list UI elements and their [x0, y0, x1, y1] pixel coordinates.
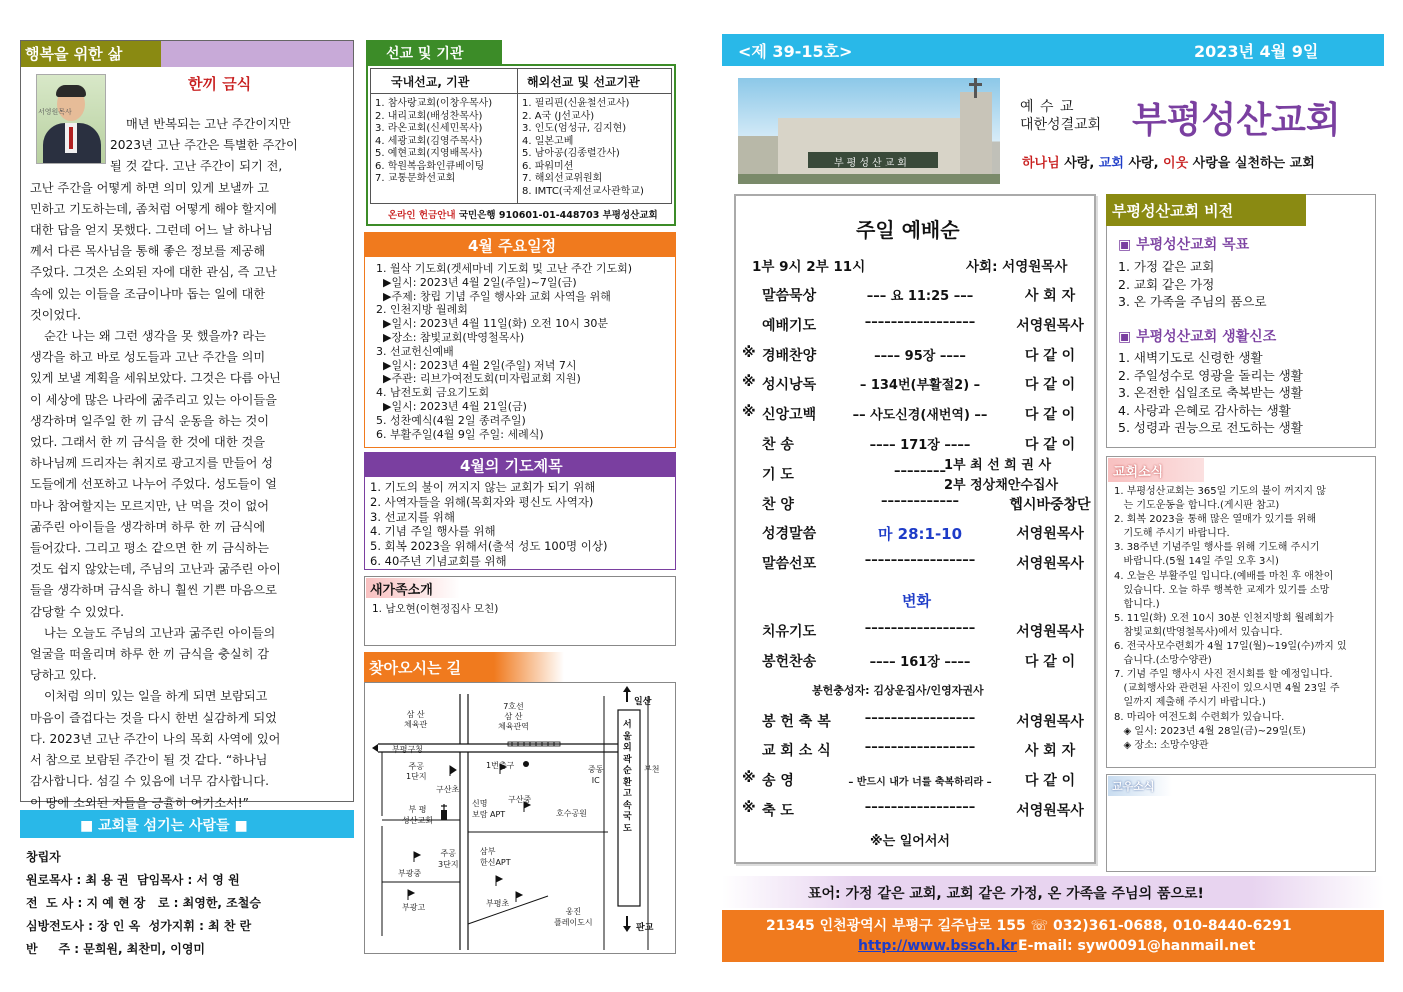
motto-church: 교회 [1098, 156, 1124, 171]
overseas-item: 5. 남아공(김종렬간사) [522, 148, 620, 159]
worship-row-mid: –––––––––––– [881, 493, 959, 509]
prayer-header [364, 452, 676, 476]
news-item: ◈ 일시: 2023년 4월 28일(금)~29일(토) [1114, 725, 1306, 737]
map-jugong3-1: 주공 [440, 849, 456, 858]
worship-row-who: 헵시바중창단 [1009, 496, 1091, 513]
map-ungjin-1: 웅진 [565, 907, 582, 916]
worship-row-who: 서영원목사 [1016, 802, 1084, 819]
schedule-item: 5. 성찬예식(4월 2일 종려주일) [376, 413, 526, 427]
worship-order [742, 282, 1091, 580]
worship-order-2 [742, 618, 1090, 819]
church-name: 부평성산교회 [1132, 99, 1341, 141]
domestic-item: 4. 세광교회(김영주목사) [375, 135, 483, 147]
news-item: 6. 전국사모수련회가 4월 17일(월)~19일(수)까지 있 [1114, 641, 1347, 653]
servant-line: 창립자 [26, 850, 61, 864]
worship-row [746, 737, 1090, 767]
domestic-item: 1. 참사랑교회(이창우목사) [375, 98, 493, 109]
essay-line: 될 것 같다. 고난 주간이 되기 전, [110, 159, 283, 174]
worship-row [746, 550, 1090, 580]
essay-line: 들을 생각하며 금식을 하니 훨씬 기쁜 마음으로 [30, 583, 277, 598]
worship-row [746, 520, 1090, 550]
map-sinmyung-2: 보람 APT [472, 810, 506, 819]
map-gusan1: 구산초 [436, 785, 460, 794]
essay-line: 이 땅에 소외된 자들을 긍휼히 여기소서!” [30, 795, 249, 810]
issue-number: <제 39-15호> [738, 42, 853, 61]
map-line7-2: 삼 산 [504, 712, 523, 721]
address-bar [722, 910, 1384, 962]
news-item: 5. 11일(화) 오전 10시 30분 인천지방회 월례회가 [1114, 612, 1334, 624]
schedule-header [364, 232, 676, 256]
essay-line: 하나님께 드리자는 취지로 광고지를 만들어 성 [30, 456, 274, 471]
worship-row-mark: ※ [742, 374, 756, 391]
newfamily-list [372, 601, 498, 616]
bank-label: 온라인 헌금안내 [388, 210, 456, 221]
email: E-mail: syw0091@hanmail.net [1018, 938, 1256, 954]
essay-line: 민하고 기도하는데, 좀처럼 어떻게 해야 할지에 [30, 201, 277, 216]
overseas-list [522, 98, 644, 198]
offering-servers: 봉헌충성자: 김상운집사/인영자권사 [812, 684, 984, 697]
essay-line: 순간 나는 왜 그런 생각을 못 했을까? 라는 [44, 329, 266, 344]
essay-line: 었다. 그래서 한 끼 금식을 한 것에 대한 것을 [30, 435, 266, 450]
newfamily-item: 1. 남오현(이현정집사 모친) [372, 603, 499, 615]
worship-row-item: 축 도 [762, 802, 794, 819]
map-bupyeong-gu: 부평구청 [392, 745, 423, 754]
worship-row [746, 282, 1090, 312]
news-item: 1. 부평성산교회는 365일 기도의 불이 꺼지지 않 [1114, 486, 1326, 497]
news-item: ◈ 장소: 소망수양관 [1114, 739, 1209, 751]
map-jugong1-2: 1단지 [406, 772, 427, 781]
mission-head-divider [371, 93, 671, 94]
mission-header-label: 선교 및 기관 [386, 46, 464, 62]
map-exit1: 1번출구 [486, 761, 515, 770]
denom-top: 예 수 교 [1020, 99, 1075, 115]
prayer-leader-1: 1부 최 선 희 권 사 [944, 458, 1052, 473]
worship-row-mid: ––––––––––––––––– [864, 314, 976, 330]
worship-row-mid: ––––––––––––––––– [864, 621, 976, 636]
worship-row-who: 다 같 이 [1024, 773, 1076, 790]
prayer-list [370, 480, 608, 569]
prayer-item: 1. 기도의 불이 꺼지지 않는 교회가 되기 위해 [370, 480, 596, 494]
worship-row-who: 다 같 이 [1024, 653, 1076, 670]
essay-line: 것이었다. [30, 307, 81, 322]
issue-bar [722, 34, 1384, 66]
worship-row [746, 618, 1090, 648]
worship-row-item: 송 영 [762, 773, 794, 790]
worship-row-item: 기 도 [762, 466, 794, 483]
worship-row-mark: ※ [742, 344, 756, 361]
map-samboo [480, 846, 511, 868]
essay-line: 생각하며 일주일 한 끼 금식 운동을 하는 것이 [30, 413, 270, 428]
news-item: 있습니다. 오늘 하루 행복한 교제가 있기를 소망 [1114, 584, 1330, 596]
worship-row-mark: ※ [742, 799, 756, 816]
worship-row-item: 찬 송 [762, 436, 794, 453]
news-item: 기도해 주시기 바랍니다. [1114, 528, 1230, 540]
map-jugong3-2: 3단지 [438, 860, 459, 869]
worship-row-mid: – 반드시 내가 너를 축복하리라 – [848, 777, 992, 789]
worship-row-mid: –– 사도신경(새번역) –– [852, 408, 988, 424]
worship-row-mid: ––– 요 11:25 ––– [866, 289, 974, 304]
essay-line: 매년 반복되는 고난 주간이지만 [126, 117, 291, 131]
worship-row-mid: ––––––––––––––––– [864, 710, 976, 726]
worship-row-mid: ––––––––––––––––– [864, 799, 976, 815]
essay-line: 감당할 수 있었다. [30, 604, 125, 619]
map-sinmyung [472, 798, 505, 820]
schedule-item: 2. 인천지방 월례회 [376, 303, 468, 317]
motto-god: 하나님 [1022, 156, 1060, 171]
schedule-list [376, 262, 632, 441]
map-jungdong-1: 중동 [588, 765, 604, 774]
essay-line: 주었다. 그것은 소외된 자에 대한 관심, 즉 고난 [30, 265, 277, 280]
schedule-item: ▶일시: 2023년 4월 21일(금) [376, 399, 527, 413]
schedule-item: ▶주제: 창립 기념 주일 행사와 교회 사역을 위해 [376, 289, 611, 303]
worship-time: 1부 9시 2부 11시 [752, 259, 866, 275]
worship-row-who: 사 회 자 [1024, 743, 1076, 760]
map-line7 [498, 702, 529, 732]
essay-line: 도들에게 선포하고 나누어 주었다. 성도들이 얼 [30, 477, 277, 492]
goal-item: 3. 온 가족을 주님의 품으로 [1118, 294, 1267, 309]
motto-sep1: 사랑, [1059, 156, 1099, 171]
overseas-item: 1. 필리핀(신윤철선교사) [522, 98, 630, 109]
vision-header [1106, 194, 1306, 226]
domestic-item: 3. 라온교회(신세민목사) [375, 123, 483, 134]
prayer-item: 5. 회복 2023을 위해서(출석 성도 100명 이상) [370, 539, 608, 554]
worship-row-item: 말씀묵상 [762, 288, 817, 304]
motto-end: 사랑을 실천하는 교회 [1188, 156, 1315, 171]
schedule-header-label: 4월 주요일정 [468, 237, 557, 255]
schedule-item: ▶장소: 참빛교회(박영철목사) [376, 330, 525, 344]
news-item: 2. 회복 2023을 통해 많은 열매가 있기를 위해 [1114, 514, 1317, 526]
map-ungjin-2: 플레이도시 [554, 918, 593, 927]
newfamily-header-label: 새가족소개 [370, 583, 433, 598]
news-item: 일까지 제출해 주시기 바랍니다.) [1114, 697, 1266, 709]
motto-footer: 표어: 가정 같은 교회, 교회 같은 가정, 온 가족을 주님의 품으로! [808, 886, 1204, 902]
essay-line: 이처럼 의미 있는 일을 하게 되면 보람되고 [44, 689, 268, 704]
creed-item: 5. 성령과 권능으로 전도하는 생활 [1118, 420, 1303, 436]
schedule-item: ▶일시: 2023년 4월 11일(화) 오전 10시 30분 [376, 317, 608, 331]
schedule-item: 4. 남전도회 금요기도회 [376, 386, 490, 400]
worship-row-mid: – 134번(부활절2) – [859, 378, 981, 394]
news-list [1114, 485, 1347, 753]
essay-line: 있게 보낼 계획을 세워보았다. 그것은 다름 아닌 [30, 371, 281, 386]
worship-row-mid: –––––––– [894, 463, 946, 479]
creed-item: 1. 새벽기도로 신령한 생활 [1118, 350, 1263, 365]
worship-row-mark: ※ [742, 404, 756, 421]
worship-row [742, 342, 1090, 372]
worship-row-item: 찬 양 [762, 496, 794, 513]
prayer-header-label: 4월의 기도제목 [460, 457, 563, 475]
vision-header-label: 부평성산교회 비전 [1112, 202, 1234, 220]
creed-item: 2. 주일성수로 영광을 돌리는 생활 [1118, 367, 1303, 383]
worship-row-item: 성경말씀 [762, 526, 817, 543]
news-item: 바랍니다.(5월 14일 주일 오후 3시) [1114, 556, 1279, 568]
worship-row [742, 767, 1090, 797]
mission-col-divider [517, 69, 518, 203]
essay-line: 2023년 고난 주간은 특별한 주간이 [110, 138, 298, 153]
worship-row-mid: ––––––––––––––––– [864, 740, 976, 756]
creed-header: ▣ 부평성산교회 생활신조 [1118, 329, 1277, 345]
photo-sign [808, 152, 938, 168]
map-gusan2: 구산중 [508, 795, 532, 804]
worship-row-item: 예배기도 [762, 317, 817, 334]
overseas-header: 해외선교 및 선교기관 [527, 75, 640, 89]
essay-line: 께서 다른 목사님을 통해 좋은 정보를 제공해 [30, 244, 266, 259]
essay-line: 고난 주간을 어떻게 하면 의미 있게 보낼까 고 [30, 180, 270, 195]
news-item: 3. 38주년 기념주일 행사를 위해 기도해 주시기 [1114, 542, 1320, 554]
essay-line: 나는 오늘도 주님의 고난과 굶주린 아이들의 [44, 625, 276, 640]
worship-row-item: 봉 헌 축 복 [762, 713, 831, 730]
map-samboo-1: 삼부 [480, 847, 496, 856]
worship-row [746, 312, 1090, 342]
essay-body [30, 114, 346, 814]
worship-row-who: 다 같 이 [1024, 407, 1076, 424]
news-header [1108, 458, 1204, 482]
news-item: 8. 마리아 여전도회 수련회가 있습니다. [1114, 711, 1285, 723]
overseas-item: 6. 파워미션 [522, 160, 574, 172]
worship-row-who: 다 같 이 [1024, 347, 1076, 364]
goal-list [1118, 258, 1267, 311]
motto-neighbor: 이웃 [1163, 156, 1189, 171]
map-simsan-field-2: 체육관 [404, 720, 428, 729]
map-line7-3: 체육관역 [498, 722, 529, 731]
photo-caption: 서영원목사 [38, 108, 72, 116]
worship-row-who: 다 같 이 [1024, 436, 1076, 453]
essay-line: 다. 2023년 고난 주간이 나의 목회 사역에 있어 [30, 731, 281, 746]
domestic-item: 6. 학원복음화인큐베이팅 [375, 160, 485, 172]
essay-line: 들어갔다. 그리고 평소 같으면 한 끼 금식하는 [30, 541, 270, 556]
worship-row-who: 서영원목사 [1016, 624, 1084, 640]
schedule-item: 3. 선교헌신예배 [376, 344, 454, 358]
worship-row-item: 말씀선포 [762, 556, 817, 573]
essay-line: 굶주린 아이들을 생각하며 하루 한 끼 금식에 [30, 519, 266, 534]
map-bugwang-mid: 부광중 [398, 869, 422, 878]
issue-date: 2023년 4월 9일 [1194, 42, 1319, 61]
worship-row [746, 648, 1090, 678]
worship-row-mid: –––– 95장 –––– [874, 348, 966, 364]
denom-bottom: 대한성결교회 [1020, 117, 1102, 133]
worship-row-item: 봉헌찬송 [762, 653, 817, 670]
overseas-item: 8. IMTC(국제선교사관학교) [522, 185, 644, 197]
prayer-item: 4. 기념 주일 행사를 위해 [370, 524, 496, 539]
essay-line: 속에 있는 이들을 조금이나마 돕는 일에 대한 [30, 286, 266, 301]
news-item: (교회행사와 관련된 사진이 있으시면 4월 23일 주 [1114, 683, 1340, 695]
overseas-item: 3. 인도(엄성규, 김지현) [522, 123, 627, 134]
worship-row-who: 사 회 자 [1024, 288, 1076, 304]
church-motto [1022, 152, 1315, 171]
prayer-item: 2. 사역자들을 위해(목회자와 평신도 사역자) [370, 494, 594, 509]
domestic-item: 2. 내리교회(배성찬목사) [375, 110, 483, 122]
bank-info [388, 207, 658, 221]
news-item: 습니다.(소망수양관) [1114, 655, 1212, 667]
map-jungdong-2: IC [591, 776, 600, 785]
worship-row [742, 797, 1090, 827]
worship-row-item: 치유기도 [762, 624, 817, 640]
schedule-item: ▶일시: 2023년 4월 2일(주일) 저녁 7시 [376, 358, 577, 372]
worship-title: 주일 예배순 [856, 218, 960, 242]
photo-cross-bar [969, 83, 982, 86]
news-item: 7. 기념 주일 행사시 사진 전시회를 할 예정입니다. [1114, 669, 1333, 681]
essay-line: 이 세상에 많은 나라에 굶주리고 있는 아이들을 [30, 392, 277, 407]
map-bucheon: 부천 [644, 765, 660, 774]
worship-row-who: 서영원목사 [1016, 317, 1084, 334]
map-jugong1 [406, 762, 427, 782]
map-bupyeong-elem: 부평초 [486, 899, 510, 908]
essay-line: 당하고 있다. [30, 668, 97, 683]
map-ungjin [554, 906, 593, 928]
map-jugong3 [438, 848, 459, 870]
goal-item: 2. 교회 같은 가정 [1118, 276, 1215, 292]
photo-cross [974, 78, 977, 98]
domestic-item: 5. 예현교회(지영배목사) [375, 148, 483, 159]
essay-line: 것도 쉽지 않았는데, 주님의 고난과 굶주린 아이 [30, 562, 281, 577]
worship-row-who: 서영원목사 [1016, 556, 1084, 573]
motto-sep2: 사랑, [1123, 156, 1164, 171]
worship-row-item: 교 회 소 식 [762, 743, 831, 760]
worship-row-who: 서영원목사 [1016, 526, 1084, 543]
news-item: 4. 오늘은 부활주일 입니다.(예배를 마친 후 애찬이 [1114, 570, 1334, 582]
worship-row-item: 성시낭독 [762, 377, 817, 394]
worship-row-who: 서영원목사 [1016, 713, 1084, 730]
worship-row-who: 다 같 이 [1024, 377, 1076, 394]
stand-note: ※는 일어서서 [870, 834, 950, 849]
worship-host: 사회: 서영원목사 [966, 259, 1068, 275]
photo-hair [56, 85, 86, 97]
servant-line: 심방전도사 : 장 인 옥 성가지휘 : 최 찬 란 [26, 919, 252, 933]
worship-row [746, 708, 1090, 738]
website-link[interactable]: http://www.bssch.kr [858, 938, 1017, 954]
worship-row-mid: –––– 161장 –––– [869, 654, 971, 670]
essay-title: 한끼 금식 [188, 75, 252, 93]
essay-line: 얼굴을 떠올리며 하루 한 끼 금식을 충실히 감 [30, 647, 270, 662]
overseas-item: 4. 일본고베 [522, 135, 574, 147]
domestic-item: 7. 교통문화선교회 [375, 173, 456, 184]
bank-account: 국민은행 910601-01-448703 부평성산교회 [458, 210, 658, 221]
map-samboo-2: 한신APT [480, 858, 511, 867]
creed-list [1118, 349, 1303, 437]
map-simsan-field-1: 삼 산 [406, 710, 425, 719]
member-news-header [1108, 776, 1172, 796]
servants-header-label: ■ 교회를 섬기는 사람들 ■ [80, 818, 248, 834]
schedule-item: 6. 부활주일(4월 9일 주일: 세례식) [376, 427, 544, 441]
creed-item: 4. 사랑과 은혜로 감사하는 생활 [1118, 402, 1291, 418]
servants-list [26, 846, 261, 961]
essay-line: 서 참으로 보람된 주간이 될 것 같다. “하나님 [30, 753, 268, 768]
news-item: 는 기도운동을 합니다.(게시판 참고) [1114, 500, 1280, 512]
map-line7-1: 7호선 [503, 702, 524, 711]
map-hosu: 호수공원 [556, 809, 587, 818]
schedule-item: ▶주관: 리브가여전도회(미자립교회 지원) [376, 372, 581, 386]
church-photo [738, 78, 1000, 184]
map-church-2: 성산교회 [402, 816, 433, 825]
essay-line: 마음이 즐겁다는 것을 다시 한번 실감하게 되었 [30, 710, 277, 725]
essay-line: 감사합니다. 섬길 수 있음에 너무 감사합니다. [30, 774, 270, 789]
mission-header [366, 40, 502, 64]
worship-row-item: 경배찬양 [762, 347, 817, 364]
map-bupyeong-church [402, 804, 433, 826]
motto-footer-bar [722, 876, 1384, 908]
prayer-item: 6. 40주년 기념교회를 위해 [370, 553, 507, 568]
mission-table [370, 68, 672, 204]
prayer-leaders [944, 456, 1058, 496]
prayer-leader-2: 2부 정상채안수집사 [944, 478, 1059, 493]
worship-row-mid: ––––––––––––––––– [864, 553, 976, 569]
sermon-title: 변화 [902, 592, 931, 610]
photo-ground [738, 174, 1000, 184]
essay-line: 대한 답을 얻지 못했다. 그런데 어느 날 하나님 [30, 223, 273, 238]
schedule-item: ▶일시: 2023년 4월 2일(주일)~7일(금) [376, 275, 577, 289]
creed-item: 3. 온전한 십일조로 축복받는 생활 [1118, 385, 1303, 401]
member-news-header-label: 교우소식 [1112, 780, 1155, 793]
map-simsan-field [404, 710, 427, 730]
map-pangyo: 판교 [636, 923, 654, 933]
essay-header-label: 행복을 위한 삶 [25, 45, 123, 63]
worship-row [742, 401, 1090, 431]
map-bugwang-high: 부광고 [402, 903, 426, 912]
worship-row [742, 371, 1090, 401]
photo-sign-text: 부평성산교회 [834, 158, 910, 169]
worship-row-item: 신앙고백 [762, 407, 817, 424]
map-church-1: 부 평 [408, 805, 427, 814]
essay-line: 마나 참여할지는 모르지만, 난 먹을 것이 없어 [30, 498, 270, 513]
photo-tower [960, 92, 992, 184]
domestic-header: 국내선교, 기관 [391, 75, 470, 89]
news-item: 합니다.) [1114, 598, 1160, 610]
directions-header-label: 찾아오시는 길 [369, 659, 462, 677]
essay-header [21, 41, 353, 67]
essay-line: 생각을 하고 바로 성도들과 고난 주간을 의미 [30, 350, 266, 365]
address: 21345 인천광역시 부평구 길주남로 155 ☏ 032)361-0688, 010-8440-6291 [766, 918, 1292, 934]
map-ilsan: 일산 [634, 697, 652, 707]
worship-row-mid: 마 28:1-10 [877, 525, 963, 544]
newfamily-header [366, 578, 460, 598]
map-jugong1-1: 주공 [408, 762, 424, 771]
schedule-item: 1. 월삭 기도회(겟세마네 기도회 및 고난 주간 기도회) [376, 262, 633, 275]
overseas-item: 7. 해외선교위원회 [522, 173, 603, 184]
servants-header [20, 810, 354, 838]
worship-row-mid: –––– 171장 –––– [869, 437, 971, 453]
directions-header [364, 652, 676, 682]
servant-line: 전 도 사 : 지 예 현 장 로 : 최영한, 조철승 [26, 896, 261, 910]
prayer-item: 3. 선교지를 위해 [370, 509, 455, 524]
domestic-list [375, 98, 492, 186]
news-item: 참빛교회(박영철목사)에서 있습니다. [1114, 626, 1283, 638]
overseas-item: 2. A국 (J선교사) [522, 110, 595, 122]
servant-line: 원로목사 : 최 용 권 담임목사 : 서 영 원 [26, 873, 240, 887]
denomination [1020, 98, 1101, 134]
news-header-label: 교회소식 [1113, 465, 1164, 480]
goal-header: ▣ 부평성산교회 목표 [1118, 237, 1250, 253]
goal-item: 1. 가정 같은 교회 [1118, 259, 1215, 274]
map [368, 686, 672, 950]
servant-line: 반 주 : 문희원, 최찬미, 이영미 [26, 942, 206, 956]
map-highway: 서울외곽순환고속국도 [623, 720, 632, 834]
worship-row-mark: ※ [742, 770, 756, 787]
map-jungdong [588, 764, 603, 786]
map-sinmyung-1: 신명 [472, 799, 488, 808]
